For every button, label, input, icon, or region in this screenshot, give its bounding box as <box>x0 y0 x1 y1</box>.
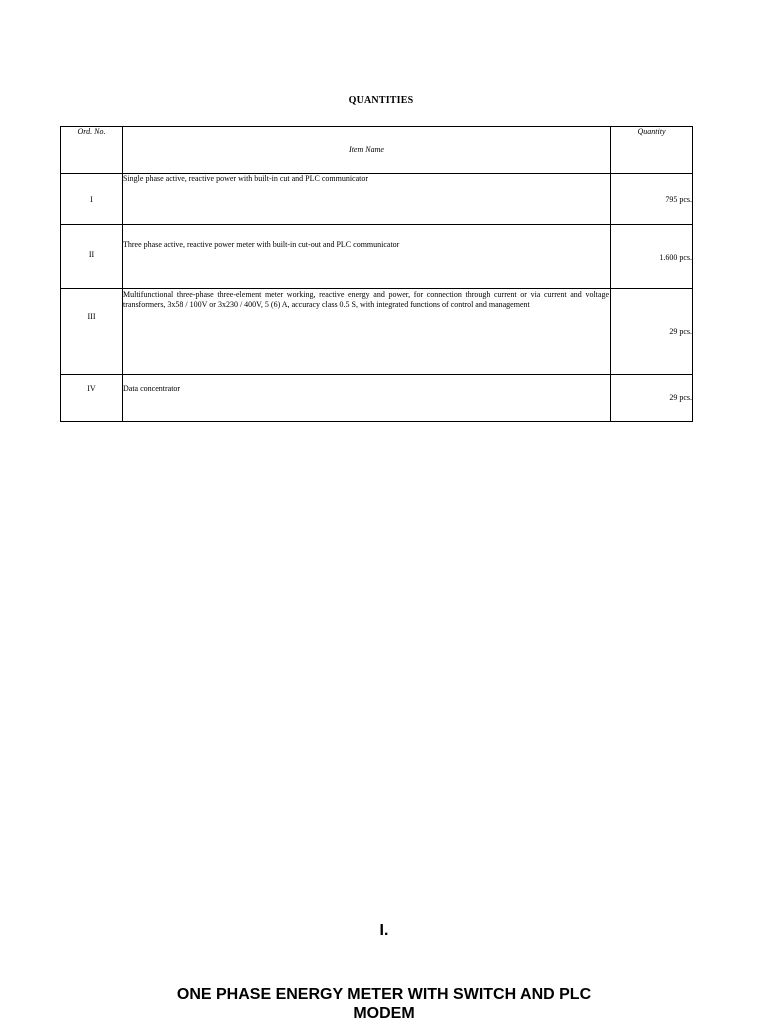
row-quantity: 29 pcs. <box>611 289 693 375</box>
header-quantity: Quantity <box>611 127 693 174</box>
header-item-name: Item Name <box>123 127 611 174</box>
row-ord-no: I <box>61 174 123 225</box>
header-ord-no: Ord. No. <box>61 127 123 174</box>
row-quantity: 29 pcs. <box>611 375 693 422</box>
table-header-row <box>61 127 693 174</box>
section-title <box>0 985 768 1023</box>
row-item-name: Data concentrator <box>123 375 611 422</box>
document-title: QUANTITIES <box>348 95 414 106</box>
row-ord-no: IV <box>61 375 123 422</box>
row-quantity: 795 pcs. <box>611 174 693 225</box>
section-title-line-1: ONE PHASE ENERGY METER WITH SWITCH AND PLC <box>176 986 592 1003</box>
table-row <box>61 289 693 375</box>
row-item-name: Single phase active, reactive power with built-in cut and PLC communicator <box>123 174 611 225</box>
table-row <box>61 174 693 225</box>
quantities-table <box>60 126 693 422</box>
row-item-name: Three phase active, reactive power meter with built-in cut-out and PLC communicator <box>123 225 611 289</box>
row-item-name: Multifunctional three-phase three-element meter working, reactive energy and power, for connection through current or via current and voltage transformers, 3x58 / 100V or 3x230 / 400V, 5 (6) A, accuracy class 0.5 S, with integrated functions of control and management <box>123 289 611 375</box>
row-ord-no: III <box>61 289 123 375</box>
table-row <box>61 375 693 422</box>
table-row <box>61 225 693 289</box>
section-number: I. <box>379 922 389 939</box>
row-quantity: 1.600 pcs. <box>611 225 693 289</box>
section-title-line-2: MODEM <box>353 1005 415 1022</box>
row-ord-no: II <box>61 225 123 289</box>
